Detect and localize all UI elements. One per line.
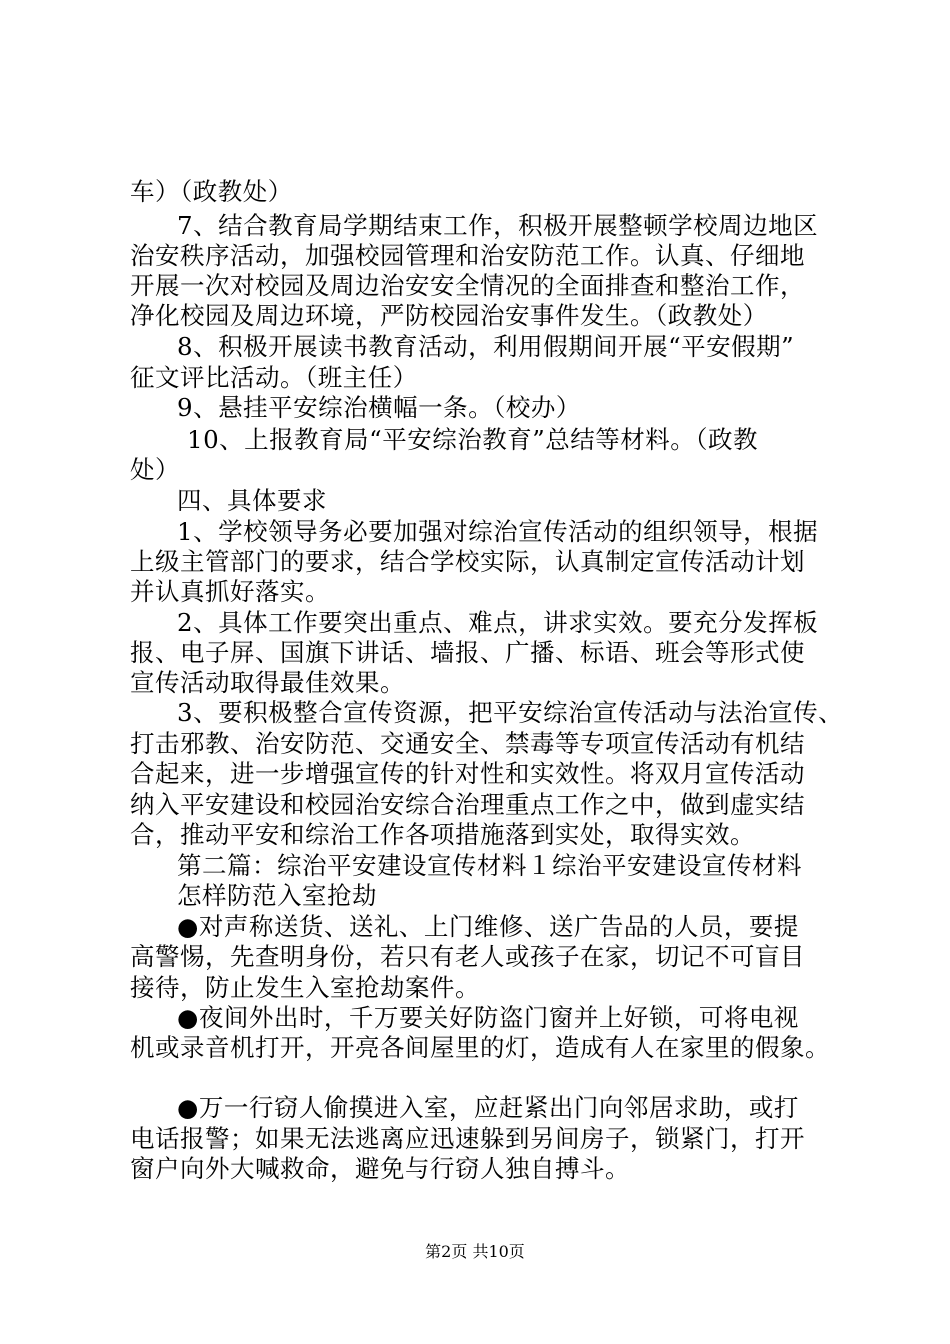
text-line: 电话报警；如果无法逃离应迅速躲到另间房子，锁紧门，打开	[130, 1124, 805, 1153]
page-footer: 第2页 共10页	[425, 1242, 525, 1261]
text-line: 打击邪教、治安防范、交通安全、禁毒等专项宣传活动有机结	[130, 729, 805, 758]
text-line: 上级主管部门的要求，结合学校实际，认真制定宣传活动计划	[130, 547, 805, 576]
section-heading: 四、具体要求	[177, 486, 327, 515]
text-line: 治安秩序活动，加强校园管理和治安防范工作。认真、仔细地	[130, 241, 805, 270]
text-line: 2、具体工作要突出重点、难点，讲求实效。要充分发挥板	[177, 608, 819, 637]
text-line: 处）	[130, 455, 180, 484]
text-line: ●对声称送货、送礼、上门维修、送广告品的人员，要提	[177, 912, 799, 941]
text-line: 7、结合教育局学期结束工作，积极开展整顿学校周边地区	[177, 211, 819, 240]
text-line: 3、要积极整合宣传资源，把平安综治宣传活动与法治宣传、	[177, 698, 844, 727]
text-line: 宣传活动取得最佳效果。	[130, 668, 405, 697]
text-line: ●万一行窃人偷摸进入室，应赶紧出门向邻居求助，或打	[177, 1093, 799, 1122]
text-line: 合起来，进一步增强宣传的针对性和实效性。将双月宣传活动	[130, 759, 805, 788]
text-line: 并认真抓好落实。	[130, 577, 330, 606]
text-line: ●夜间外出时，千万要关好防盗门窗并上好锁，可将电视	[177, 1003, 799, 1032]
text-line: 接待，防止发生入室抢劫案件。	[130, 973, 480, 1002]
section-heading: 怎样防范入室抢劫	[177, 881, 377, 910]
text-line: 机或录音机打开，开亮各间屋里的灯，造成有人在家里的假象。	[130, 1033, 830, 1062]
text-line: 高警惕，先查明身份，若只有老人或孩子在家，切记不可盲目	[130, 942, 805, 971]
text-line: 纳入平安建设和校园治安综合治理重点工作之中，做到虚实结	[130, 790, 805, 819]
text-line: 报、电子屏、国旗下讲话、墙报、广播、标语、班会等形式使	[130, 638, 805, 667]
article-heading: 第二篇：综治平安建设宣传材料１综治平安建设宣传材料	[177, 851, 802, 880]
text-line: 合，推动平安和综治工作各项措施落到实处，取得实效。	[130, 820, 755, 849]
text-line: 1、学校领导务必要加强对综治宣传活动的组织领导，根据	[177, 517, 819, 546]
text-line: 窗户向外大喊救命，避免与行窃人独自搏斗。	[130, 1154, 630, 1183]
text-line: 净化校园及周边环境，严防校园治安事件发生。（政教处）	[130, 301, 768, 330]
text-line: 8、积极开展读书教育活动，利用假期间开展“平安假期”	[177, 332, 795, 361]
text-line: 9、悬挂平安综治横幅一条。（校办）	[177, 393, 581, 422]
text-line: 10、上报教育局“平安综治教育”总结等材料。（政教	[187, 425, 758, 454]
text-line: 开展一次对校园及周边治安安全情况的全面排查和整治工作，	[130, 271, 805, 300]
text-line: 征文评比活动。（班主任）	[130, 363, 418, 392]
text-line: 车）（政教处）	[130, 177, 293, 206]
